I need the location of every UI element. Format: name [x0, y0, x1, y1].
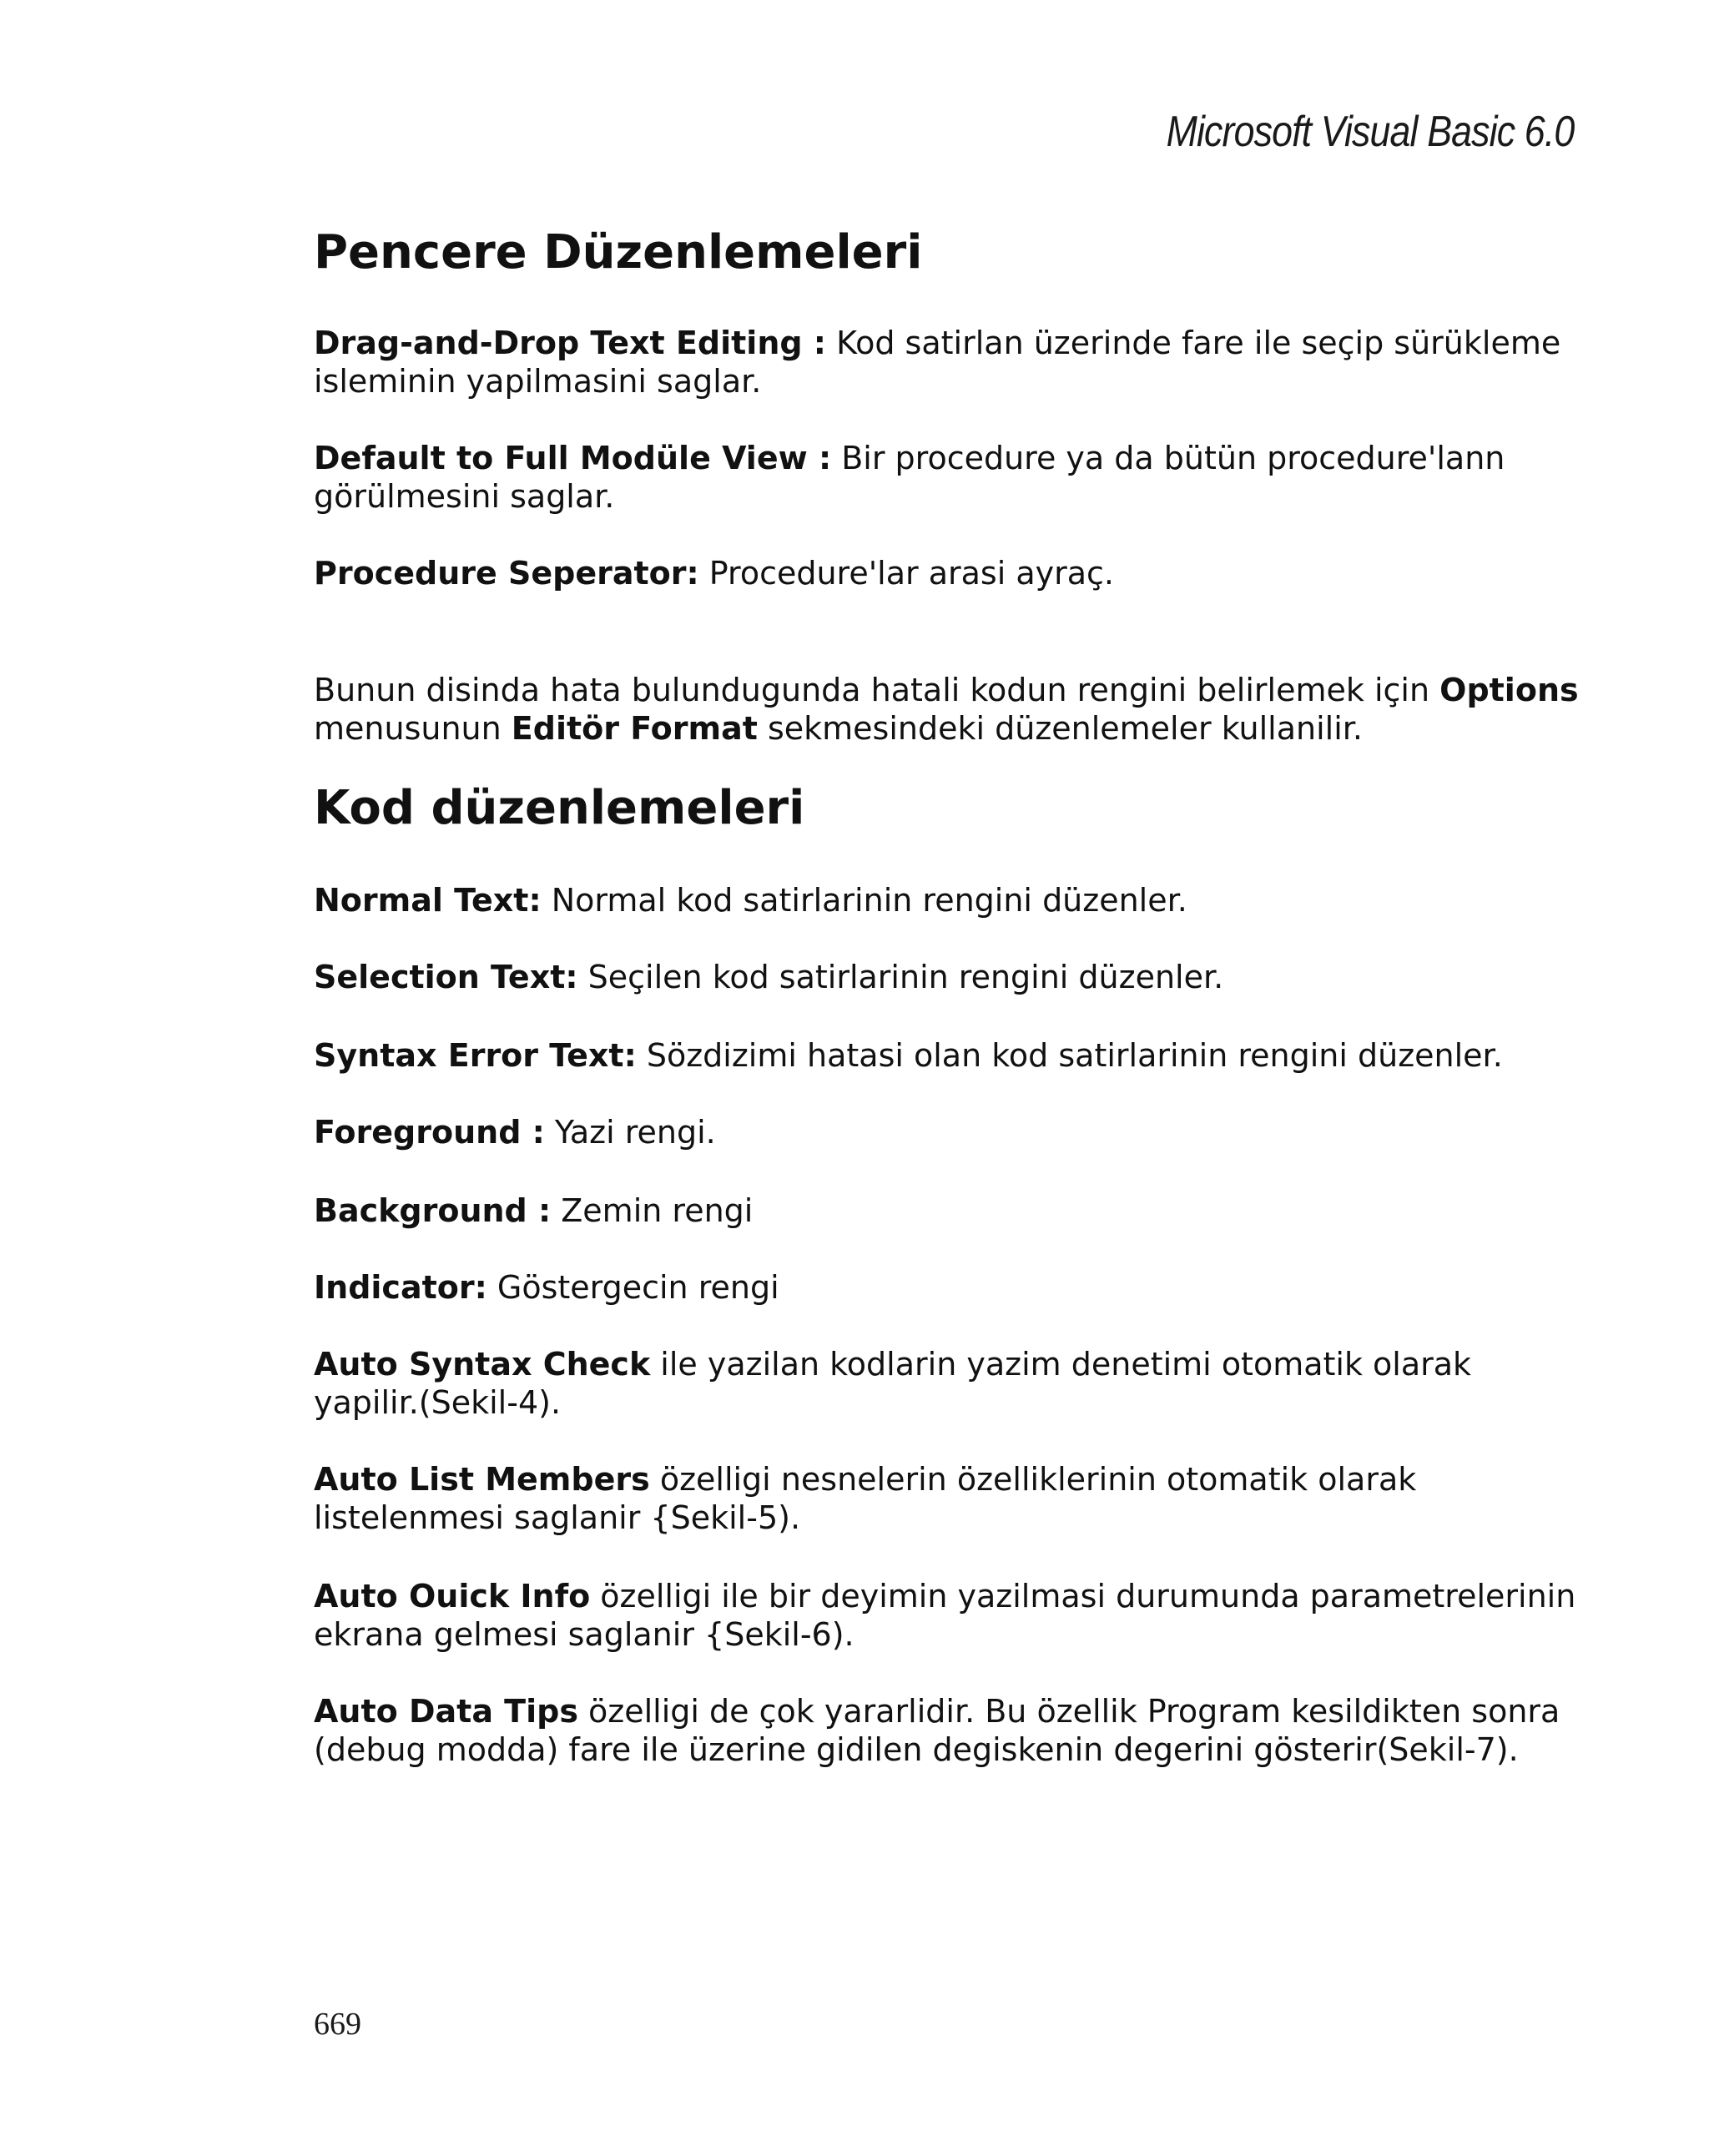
definition-term: Default to Full Modüle View : — [314, 440, 832, 476]
section-title-kod: Kod düzenlemeleri — [314, 781, 805, 835]
definition-full-module-view — [314, 439, 1582, 516]
definition-auto-data-tips — [314, 1692, 1582, 1769]
definition-syntax-error-text — [314, 1036, 1582, 1075]
page-number: 669 — [314, 2007, 361, 2042]
definition-indicator — [314, 1268, 1582, 1307]
definition-term: Normal Text: — [314, 882, 542, 919]
running-header-title: Microsoft Visual Basic 6.0 — [1166, 108, 1574, 156]
note-text: Bunun disinda hata bulundugunda hatali kodun rengini belirlemek için — [314, 672, 1440, 708]
definition-text: özelligi de çok yararlidir. Bu özellik Program kesildikten sonra (debug modda) fare ile üzerine gidilen degiskenin degerini gösterir(Sekil-7). — [314, 1693, 1560, 1768]
definition-text: Kod satirlan üzerinde fare ile seçip sürükleme isleminin yapilmasini saglar. — [314, 325, 1561, 400]
note-editor-format-term: Editör Format — [511, 710, 758, 747]
definition-text: özelligi ile bir deyimin yazilmasi durumunda parametrelerinin ekrana gelmesi saglanir {Sekil-6). — [314, 1578, 1576, 1653]
definition-term: Selection Text: — [314, 959, 578, 995]
definition-term: Foreground : — [314, 1114, 545, 1151]
definition-background — [314, 1191, 1582, 1230]
definition-text: Sözdizimi hatasi olan kod satirlarinin rengini düzenler. — [636, 1037, 1503, 1074]
definition-term: Syntax Error Text: — [314, 1037, 637, 1074]
definition-text: Normal kod satirlarinin rengini düzenler. — [541, 882, 1187, 919]
editor-format-note — [314, 671, 1582, 748]
definition-foreground — [314, 1113, 1582, 1151]
definition-auto-quick-info — [314, 1577, 1582, 1654]
definition-selection-text — [314, 958, 1582, 996]
definition-text: özelligi nesnelerin özelliklerinin otomatik olarak listelenmesi saglanir {Sekil-5). — [314, 1461, 1417, 1536]
definition-term: Auto List Members — [314, 1461, 650, 1498]
definition-normal-text — [314, 881, 1582, 919]
definition-text: Yazi rengi. — [544, 1114, 716, 1151]
definition-text: Procedure'lar arasi ayraç. — [698, 555, 1114, 592]
note-options-term: Options — [1439, 672, 1579, 708]
definition-text: ile yazilan kodlarin yazim denetimi otomatik olarak yapilir.(Sekil-4). — [314, 1346, 1472, 1421]
definition-term: Drag-and-Drop Text Editing : — [314, 325, 826, 361]
definition-term: Indicator: — [314, 1269, 487, 1306]
definition-text: Seçilen kod satirlarinin rengini düzenler. — [577, 959, 1224, 995]
note-text: menusunun — [314, 710, 512, 747]
section-title-pencere: Pencere Düzenlemeleri — [314, 225, 923, 280]
definition-auto-syntax-check — [314, 1345, 1582, 1422]
definition-term: Auto Ouick Info — [314, 1578, 591, 1614]
definition-auto-list-members — [314, 1460, 1582, 1537]
definition-text: Bir procedure ya da bütün procedure'lann görülmesini saglar. — [314, 440, 1505, 515]
definition-term: Auto Data Tips — [314, 1693, 578, 1730]
note-text: sekmesindeki düzenlemeler kullanilir. — [757, 710, 1363, 747]
definition-term: Auto Syntax Check — [314, 1346, 651, 1383]
definition-procedure-seperator — [314, 554, 1582, 592]
definition-term: Background : — [314, 1192, 552, 1229]
definition-text: Zemin rengi — [551, 1192, 754, 1229]
definition-term: Procedure Seperator: — [314, 555, 699, 592]
definition-drag-and-drop — [314, 324, 1582, 400]
definition-text: Göstergecin rengi — [486, 1269, 779, 1306]
